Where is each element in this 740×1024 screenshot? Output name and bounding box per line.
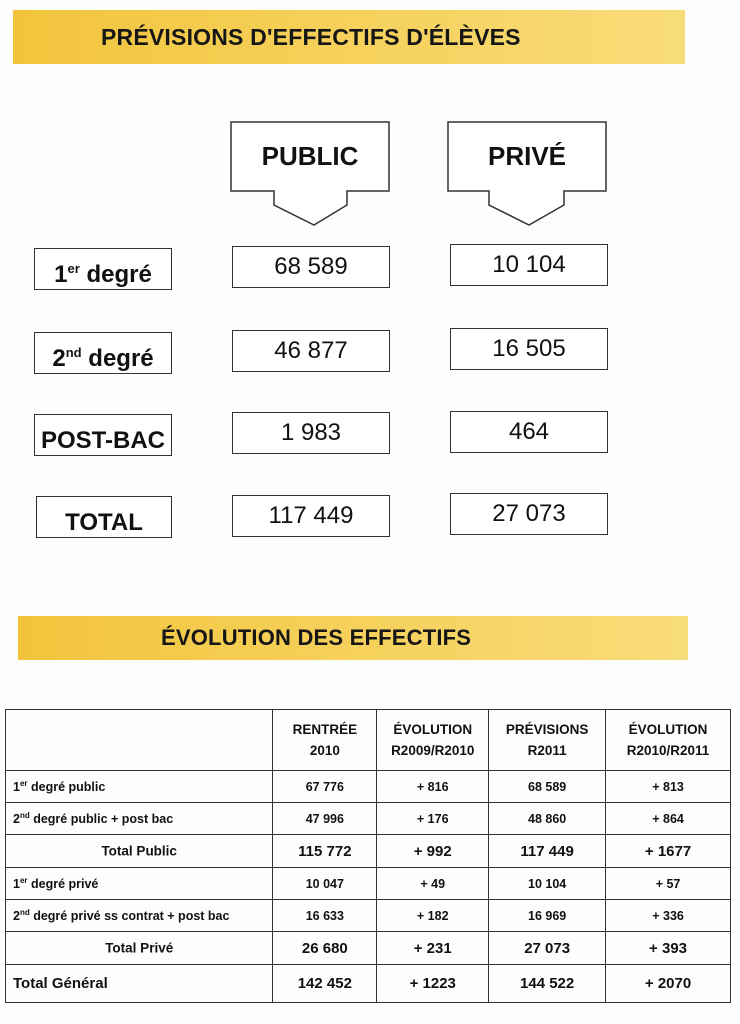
header-cell-evolution-r2009-r2010: ÉVOLUTION R2009/R2010: [377, 710, 489, 771]
private-column-label: PRIVÉ: [487, 141, 567, 171]
table-cell: 117 449: [489, 835, 606, 868]
public-value-1er-degre: 68 589: [232, 246, 390, 288]
row-label: 1er degré privé: [6, 868, 273, 900]
table-row-subtotal: [6, 932, 731, 965]
row-label-2nd-degre: 2nd degré: [34, 332, 172, 374]
table-cell: 67 776: [273, 771, 377, 803]
row-label: 2nd degré public + post bac: [6, 803, 273, 835]
table-cell: 16 969: [489, 900, 606, 932]
row-label: 1er degré public: [6, 771, 273, 803]
row-label: Total Général: [6, 965, 273, 1003]
header-cell-empty: [6, 710, 273, 771]
private-column-arrow: [447, 121, 607, 227]
row-label: Total Public: [6, 835, 273, 868]
table-cell: + 864: [606, 803, 731, 835]
table-cell: 26 680: [273, 932, 377, 965]
table-cell: + 49: [377, 868, 489, 900]
evolution-title-banner: [18, 616, 688, 660]
table-cell: + 231: [377, 932, 489, 965]
public-column-label: PUBLIC: [261, 141, 359, 171]
table-row-grand-total: [6, 965, 731, 1003]
table-cell: + 1223: [377, 965, 489, 1003]
header-cell-evolution-r2010-r2011: ÉVOLUTION R2010/R2011: [606, 710, 731, 771]
evolution-table: [5, 709, 731, 1003]
evolution-title: ÉVOLUTION DES EFFECTIFS: [161, 625, 472, 650]
row-label: Total Privé: [6, 932, 273, 965]
private-value-post-bac: 464: [450, 411, 608, 453]
table-cell: 115 772: [273, 835, 377, 868]
table-row: [6, 900, 731, 932]
header-cell-rentree-2010: RENTRÉE 2010: [273, 710, 377, 771]
table-row-subtotal: [6, 835, 731, 868]
evolution-table-header-row: [6, 710, 731, 771]
table-cell: + 182: [377, 900, 489, 932]
public-value-total: 117 449: [232, 495, 390, 537]
table-cell: 10 047: [273, 868, 377, 900]
private-value-2nd-degre: 16 505: [450, 328, 608, 370]
table-row: [6, 868, 731, 900]
private-value-total: 27 073: [450, 493, 608, 535]
table-cell: + 813: [606, 771, 731, 803]
forecast-title: PRÉVISIONS D'EFFECTIFS D'ÉLÈVES: [101, 24, 521, 50]
row-label-total: TOTAL: [36, 496, 172, 538]
table-cell: 48 860: [489, 803, 606, 835]
table-cell: + 176: [377, 803, 489, 835]
row-label-post-bac: POST-BAC: [34, 414, 172, 456]
public-column-arrow: [230, 121, 390, 227]
public-value-post-bac: 1 983: [232, 412, 390, 454]
table-row: [6, 803, 731, 835]
down-arrow-icon: [230, 121, 390, 227]
public-value-2nd-degre: 46 877: [232, 330, 390, 372]
private-value-1er-degre: 10 104: [450, 244, 608, 286]
table-cell: 47 996: [273, 803, 377, 835]
row-label: 2nd degré privé ss contrat + post bac: [6, 900, 273, 932]
row-label-1er-degre: 1er degré: [34, 248, 172, 290]
table-cell: + 816: [377, 771, 489, 803]
table-cell: 68 589: [489, 771, 606, 803]
table-cell: + 2070: [606, 965, 731, 1003]
forecast-title-banner: [13, 10, 685, 64]
table-cell: + 1677: [606, 835, 731, 868]
table-cell: 27 073: [489, 932, 606, 965]
table-cell: + 57: [606, 868, 731, 900]
table-cell: + 992: [377, 835, 489, 868]
down-arrow-icon: [447, 121, 607, 227]
table-cell: 144 522: [489, 965, 606, 1003]
table-cell: 16 633: [273, 900, 377, 932]
header-cell-previsions-r2011: PRÉVISIONS R2011: [489, 710, 606, 771]
table-cell: 10 104: [489, 868, 606, 900]
table-cell: + 393: [606, 932, 731, 965]
table-cell: + 336: [606, 900, 731, 932]
table-row: [6, 771, 731, 803]
table-cell: 142 452: [273, 965, 377, 1003]
